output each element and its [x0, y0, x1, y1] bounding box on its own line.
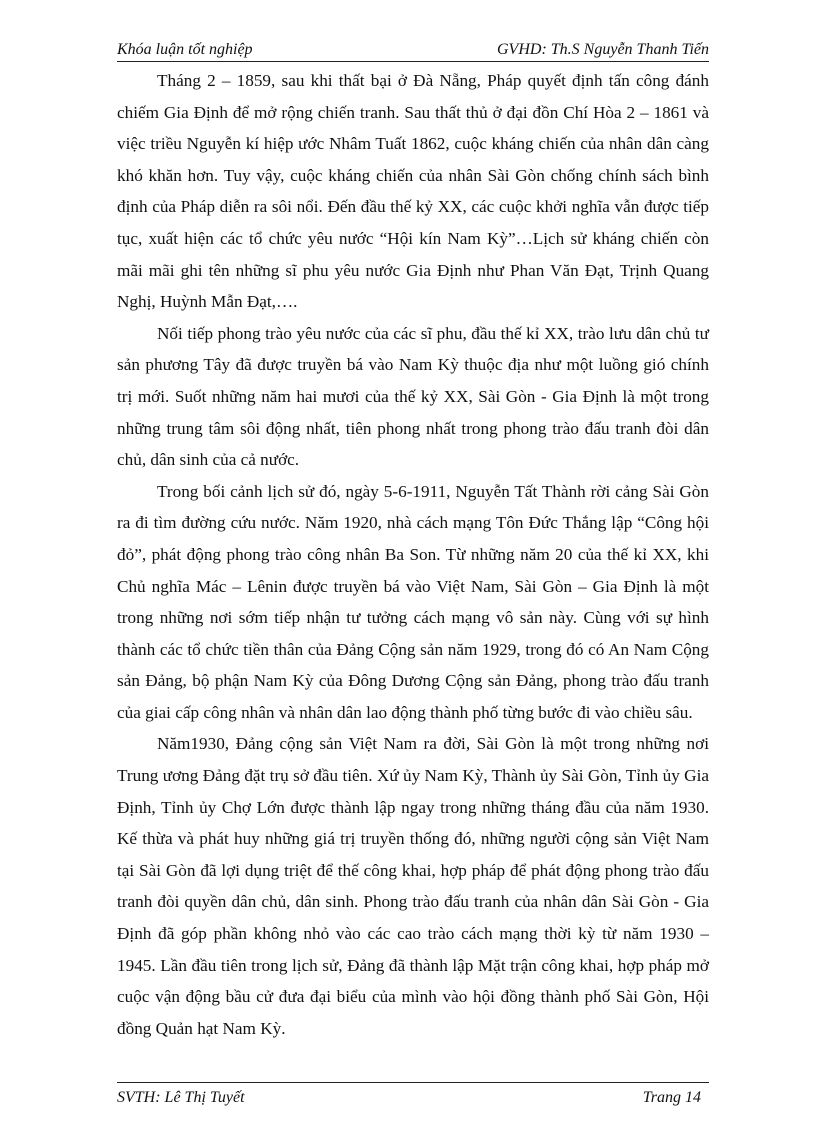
page-footer: [117, 1082, 709, 1108]
paragraph-3: Trong bối cảnh lịch sử đó, ngày 5-6-1911, Nguyễn Tất Thành rời cảng Sài Gòn ra đi tìm đường cứu nước. Năm 1920, nhà cách mạng Tôn Đức Thắng lập “Công hội đỏ”, phát động phong trào công nhân Ba Son. Từ những năm 20 của thế kỉ XX, khi Chủ nghĩa Mác – Lênin được truyền bá vào Việt Nam, Sài Gòn – Gia Định là một trong những nơi sớm tiếp nhận tư tưởng cách mạng vô sản này. Cùng với sự hình thành các tổ chức tiền thân của Đảng Cộng sản năm 1929, trong đó có An Nam Cộng sản Đảng, bộ phận Nam Kỳ của Đông Dương Cộng sản Đảng, phong trào đấu tranh của giai cấp công nhân và nhân dân lao động thành phố từng bước đi vào chiều sâu.: [117, 481, 709, 722]
footer-page-number: Trang 14: [642, 1089, 701, 1106]
paragraph-1: Tháng 2 – 1859, sau khi thất bại ở Đà Nẵng, Pháp quyết định tấn công đánh chiếm Gia Định để mở rộng chiến tranh. Sau thất thủ ở đại đồn Chí Hòa 2 – 1861 và việc triều Nguyễn kí hiệp ước Nhâm Tuất 1862, cuộc kháng chiến của nhân dân càng khó khăn hơn. Tuy vậy, cuộc kháng chiến của nhân Sài Gòn chống chính sách bình định của Pháp diễn ra sôi nổi. Đến đầu thế kỷ XX, các cuộc khởi nghĩa vẫn được tiếp tục, xuất hiện các tổ chức yêu nước “Hội kín Nam Kỳ”…Lịch sử kháng chiến còn mãi mãi ghi tên những sĩ phu yêu nước Gia Định như Phan Văn Đạt, Trịnh Quang Nghị, Huỳnh Mẫn Đạt,….: [117, 71, 709, 312]
header-thesis-title: Khóa luận tốt nghiệp: [117, 41, 253, 58]
footer-student: SVTH: Lê Thị Tuyết: [117, 1089, 245, 1106]
page-header: [117, 36, 709, 62]
paragraph-4: Năm1930, Đảng cộng sản Việt Nam ra đời, Sài Gòn là một trong những nơi Trung ương Đảng đặt trụ sở đầu tiên. Xứ ủy Nam Kỳ, Thành ủy Sài Gòn, Tỉnh ủy Gia Định, Tỉnh ủy Chợ Lớn được thành lập ngay trong những tháng đầu của năm 1930. Kế thừa và phát huy những giá trị truyền thống đó, những người cộng sản Việt Nam tại Sài Gòn đã lợi dụng triệt để thế công khai, hợp pháp để phát động phong trào đấu tranh đòi quyền dân chủ, dân sinh. Phong trào đấu tranh của nhân dân Sài Gòn - Gia Định đã góp phần không nhỏ vào các cao trào cách mạng thời kỳ từ năm 1930 – 1945. Lần đầu tiên trong lịch sử, Đảng đã thành lập Mặt trận công khai, hợp pháp mở cuộc vận động bầu cử đưa đại biểu của mình vào hội đồng thành phố Sài Gòn, Hội đồng Quản hạt Nam Kỳ.: [117, 734, 709, 1038]
paragraph-2: Nối tiếp phong trào yêu nước của các sĩ phu, đầu thế kỉ XX, trào lưu dân chủ tư sản phương Tây đã được truyền bá vào Nam Kỳ thuộc địa như một luồng gió chính trị mới. Suốt những năm hai mươi của thế kỷ XX, Sài Gòn - Gia Định là một trong những trung tâm sôi động nhất, tiên phong nhất trong phong trào đấu tranh đòi dân chủ, dân sinh của cả nước.: [117, 323, 709, 470]
document-body: [117, 65, 709, 1044]
header-advisor: GVHD: Th.S Nguyễn Thanh Tiến: [497, 41, 709, 58]
